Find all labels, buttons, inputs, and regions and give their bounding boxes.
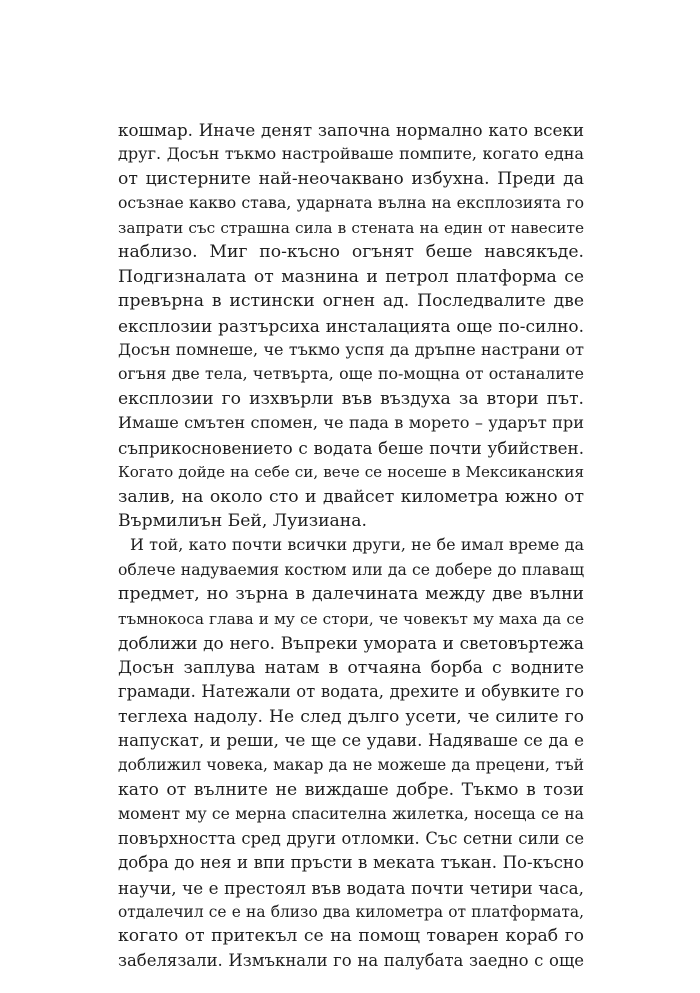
text-line: кошмар. Иначе денят започна нормално като всеки — [118, 120, 584, 140]
text-line: от цистерните най-неочаквано избухна. Преди да — [118, 168, 584, 189]
text-line: напускат, и реши, че ще се удави. Надяваше се да е — [118, 730, 584, 750]
text-line: повърхността сред други отломки. Със сетни сили се — [118, 828, 584, 848]
text-line: наблизо. Миг по-късно огънят беше навсякъде. — [118, 242, 584, 263]
text-line: теглеха надолу. Не след дълго усети, че силите го — [118, 706, 584, 727]
text-line: Върмилиън Бей, Луизиана. — [118, 511, 367, 531]
text-line: Досън заплува натам в отчаяна борба с водните — [118, 657, 584, 678]
text-line: Досън помнеше, че тъкмо успя да дръпне настрани от — [118, 339, 584, 359]
text-line: превърна в истински огнен ад. Последвалите две — [118, 291, 584, 312]
text-line: грамади. Натежали от водата, дрехите и обувките го — [118, 682, 584, 702]
text-line: И той, като почти всички други, не бе имал време да — [130, 535, 584, 555]
text-line: облече надуваемия костюм или да се добере до плаващ — [118, 559, 584, 579]
text-line: отдалечил се е на близо два километра от платформата, — [118, 903, 584, 921]
text-line: Подгизналата от мазнина и петрол платформа се — [118, 266, 584, 287]
text-line: когато от притекъл се на помощ товарен кораб го — [118, 926, 584, 947]
body-text — [118, 118, 584, 973]
text-line: момент му се мерна спасителна жилетка, носеща се на — [118, 804, 584, 824]
text-line: тъмнокоса глава и му се стори, че човекът му маха да се — [118, 609, 584, 628]
text-line: осъзнае какво става, ударната вълна на експлозията го — [118, 193, 584, 213]
text-line: съприкосновението с водата беше почти убийствен. — [118, 437, 584, 458]
text-line: добра до нея и впи пръсти в меката тъкан. По-късно — [118, 853, 584, 873]
text-line: залив, на около сто и двайсет километра южно от — [118, 486, 584, 507]
text-line: експлозии го изхвърли във въздуха за втори път. — [118, 388, 584, 409]
text-line: огъня две тела, четвърта, още по-мощна от останалите — [118, 364, 584, 384]
text-line: Имаше смътен спомен, че пада в морето – ударът при — [118, 413, 584, 433]
text-line: доближи до него. Въпреки умората и световъртежа — [118, 633, 584, 654]
text-line: запрати със страшна сила в стената на един от навесите — [118, 218, 584, 237]
text-line: експлозии разтърсиха инсталацията още по-силно. — [118, 315, 584, 336]
text-line: като от вълните не виждаше добре. Тъкмо в този — [118, 779, 584, 800]
text-line: научи, че е престоял във водата почти четири часа, — [118, 877, 584, 898]
text-line: забелязали. Измъкнали го на палубата заедно с още — [118, 950, 584, 970]
text-line: друг. Досън тъкмо настройваше помпите, когато една — [118, 144, 584, 164]
text-line: доближил човека, макар да не можеше да прецени, тъй — [118, 756, 584, 775]
text-line: предмет, но зърна в далечината между две вълни — [118, 584, 584, 605]
text-line: Когато дойде на себе си, вече се носеше в Мексиканския — [118, 463, 584, 482]
